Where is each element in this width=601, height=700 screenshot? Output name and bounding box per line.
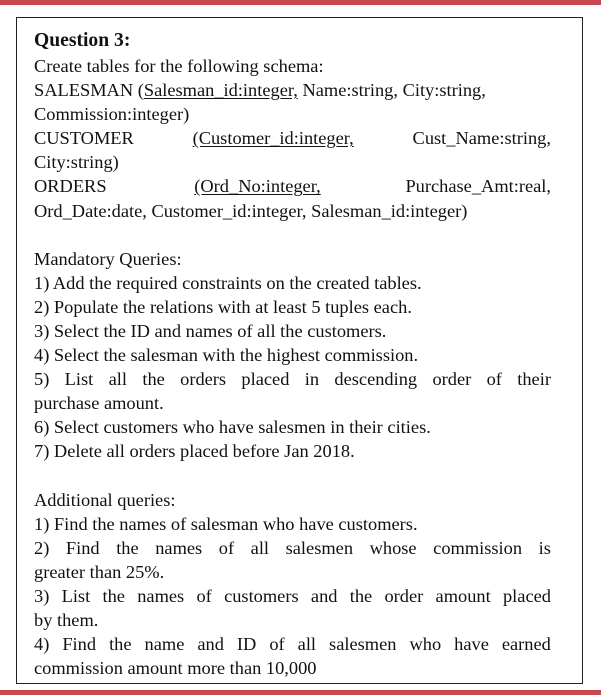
bottom-red-rule <box>0 690 601 695</box>
mandatory-title: Mandatory Queries: <box>34 248 182 269</box>
justified-word: and <box>197 634 224 655</box>
justified-word: 3) <box>34 585 50 606</box>
justified-word: 5) <box>34 369 50 390</box>
additional-query-1: 1) Find the names of salesman who have customers. <box>34 513 418 534</box>
top-red-rule <box>0 0 601 5</box>
additional-query-4-line1 <box>34 632 551 656</box>
justified-word: Find <box>62 634 97 655</box>
justified-word: commission <box>433 537 523 558</box>
justified-word: descending <box>334 369 418 390</box>
justified-word: amount <box>435 585 491 606</box>
mandatory-query-3: 3) Select the ID and names of all the customers. <box>34 320 387 341</box>
schema-intro: Create tables for the following schema: <box>34 56 324 76</box>
justified-word: ID <box>236 634 257 655</box>
orders-schema-line2: Ord_Date:date, Customer_id:integer, Salesman_id:integer) <box>34 200 468 221</box>
mandatory-query-4: 4) Select the salesman with the highest commission. <box>34 345 419 366</box>
justified-word: Find <box>65 537 100 558</box>
orders-schema-line1: ORDERS (Ord_No:integer, Purchase_Amt:real, <box>34 174 551 198</box>
justified-word: 4) <box>34 634 50 655</box>
additional-query-3-line1 <box>34 584 551 608</box>
salesman-schema-line2: Commission:integer) <box>34 104 190 125</box>
justified-word: of <box>269 634 285 655</box>
salesman-schema-line1: SALESMAN (Salesman_id:integer, Name:string, City:string, <box>34 80 486 101</box>
mandatory-query-5-line2: purchase amount. <box>34 393 164 414</box>
justified-word: placed <box>502 585 551 606</box>
customer-schema-line2: City:string) <box>34 152 119 173</box>
justified-word: the <box>116 537 139 558</box>
mandatory-query-2: 2) Populate the relations with at least 5 tuples each. <box>34 296 412 317</box>
justified-word: who <box>409 634 442 655</box>
additional-query-2-line2: greater than 25%. <box>34 561 165 582</box>
customer-schema-line1: CUSTOMER (Customer_id:integer, Cust_Name:string, <box>34 126 551 150</box>
question-content <box>34 28 551 680</box>
justified-word: earned <box>501 634 551 655</box>
justified-word: 2) <box>34 537 50 558</box>
justified-word: the <box>109 634 132 655</box>
additional-title: Additional queries: <box>34 489 176 510</box>
justified-word: in <box>304 369 320 390</box>
justified-word: the <box>102 585 125 606</box>
justified-word: all <box>297 634 317 655</box>
justified-word: names <box>155 537 203 558</box>
mandatory-query-7: 7) Delete all orders placed before Jan 2018. <box>34 441 355 462</box>
mandatory-query-6: 6) Select customers who have salesmen in their cities. <box>34 417 431 438</box>
section-gap <box>34 464 551 488</box>
mandatory-query-1: 1) Add the required constraints on the created tables. <box>34 272 422 293</box>
justified-word: all <box>108 369 127 390</box>
justified-word: name <box>144 634 185 655</box>
justified-word: salesmen <box>285 537 354 558</box>
justified-word: names <box>137 585 185 606</box>
additional-query-4-line2: commission amount more than 10,000 <box>34 658 317 679</box>
justified-word: is <box>538 537 551 558</box>
justified-word: order <box>384 585 424 606</box>
salesman-primary-key: Salesman_id:integer, <box>143 80 298 101</box>
justified-word: have <box>454 634 489 655</box>
justified-word: and <box>310 585 338 606</box>
mandatory-query-5-line1 <box>34 367 551 391</box>
justified-word: placed <box>241 369 290 390</box>
justified-word: of <box>196 585 212 606</box>
justified-word: order <box>432 369 472 390</box>
justified-word: all <box>250 537 270 558</box>
justified-word: salesmen <box>329 634 397 655</box>
section-gap <box>34 223 551 247</box>
justified-word: orders <box>180 369 227 390</box>
justified-word: the <box>349 585 373 606</box>
justified-word: of <box>486 369 502 390</box>
justified-word: the <box>142 369 165 390</box>
justified-word: List <box>64 369 94 390</box>
justified-word: List <box>61 585 91 606</box>
additional-query-3-line2: by them. <box>34 609 99 630</box>
orders-primary-key: (Ord_No:integer, <box>194 176 321 197</box>
question-title: Question 3: <box>34 30 131 51</box>
justified-word: customers <box>224 585 299 606</box>
justified-word: of <box>218 537 235 558</box>
customer-primary-key: (Customer_id:integer, <box>192 128 354 149</box>
additional-query-2-line1 <box>34 536 551 560</box>
justified-word: whose <box>369 537 417 558</box>
justified-word: their <box>517 369 551 390</box>
